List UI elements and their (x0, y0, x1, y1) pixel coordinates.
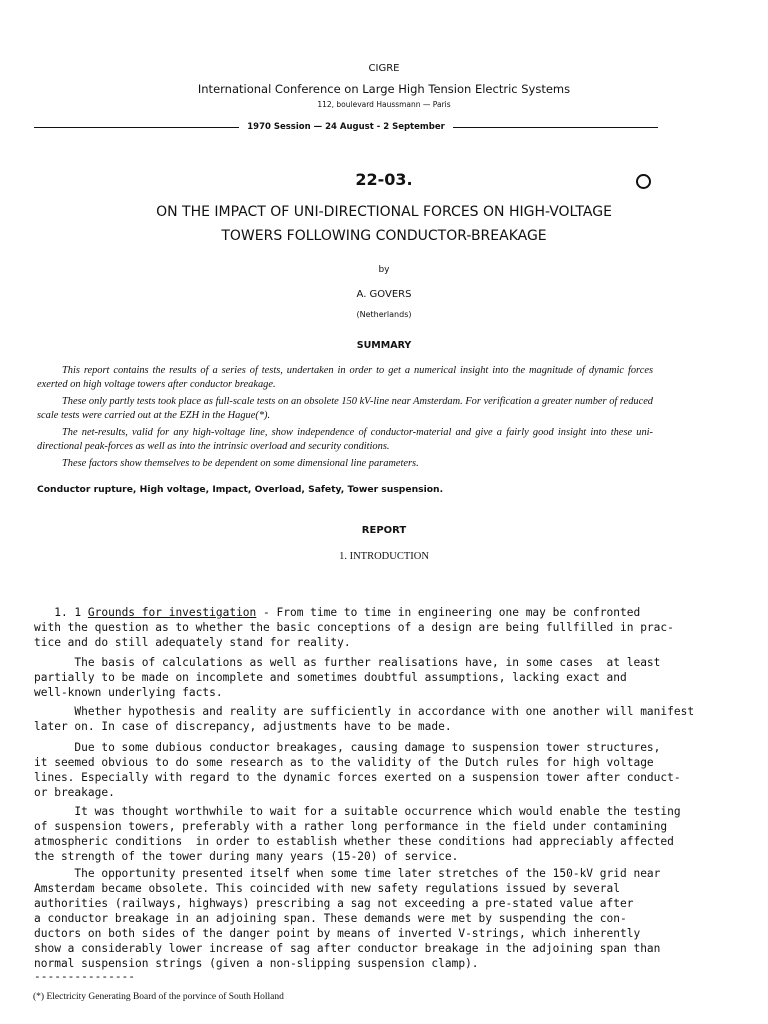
body-paragraph: The basis of calculations as well as further realisations have, in some cases at least partially to be made on incomplete and sometimes doubtful assumptions, lacking exact and well-known underlying facts. (34, 656, 661, 699)
conference-name: International Conference on Large High Tension Electric Systems (197, 82, 571, 96)
session-banner (34, 120, 658, 134)
section-heading: 1. INTRODUCTION (339, 551, 429, 562)
summary-paragraph (37, 457, 653, 471)
body-paragraph: Whether hypothesis and reality are sufficiently in accordance with one another will manifest later on. In case of discrepancy, adjustments have to be made. (34, 705, 695, 733)
footnote: (*) Electricity Generating Board of the porvince of South Holland (33, 992, 284, 1002)
author-name: A. GOVERS (356, 289, 412, 300)
report-heading: REPORT (361, 525, 407, 536)
body-paragraph: Due to some dubious conductor breakages, causing damage to suspension tower structures, it seemed obvious to do some research as to the validity of the Dutch rules for high voltage lines. Especially with regard to the dynamic forces exerted on a suspension tower after conduct- or breakage. (34, 741, 681, 799)
org-name: CIGRE (368, 63, 400, 74)
author-country: (Netherlands) (356, 310, 412, 319)
paper-title-line-2: TOWERS FOLLOWING CONDUCTOR-BREAKAGE (221, 228, 547, 244)
paragraph-text: - From time to time in engineering one may be confronted with the question as to whether the basic conceptions of a design are being fullfilled in prac- tice and do still adequately stand for reality. (34, 606, 674, 649)
body-paragraph: The opportunity presented itself when some time later stretches of the 150-kV grid near Amsterdam became obsolete. This coincided with new safety regulations issued by several authorities (railways, highways) prescribing a sag not exceeding a pre-stated value after a conductor breakage in an adjoining span. These demands were met by suspending the con- ductors on both sides of the danger point by means of inverted V-strings, which inherently show a considerably lower increase of sag after conductor breakage in the adjoining span than normal suspension strings (given a non-slipping suspension clamp). (34, 867, 661, 970)
summary-heading: SUMMARY (356, 340, 412, 351)
paper-title-line-1: ON THE IMPACT OF UNI-DIRECTIONAL FORCES ON HIGH-VOLTAGE (156, 204, 612, 220)
session-rule-left (34, 127, 239, 128)
paragraph-number: 1. 1 (34, 606, 88, 619)
session-dates: 1970 Session — 24 August - 2 September (247, 122, 445, 132)
summary-text: These only partly tests took place as full-scale tests on an obsolete 150 kV-line near Amsterdam. For verification a greater number of reduced scale tests were carried out at the EZH in the Hague(*). (37, 396, 653, 421)
body-paragraph: It was thought worthwhile to wait for a suitable occurrence which would enable the testing of suspension towers, preferably with a rather long performance in the field under contamining atmospheric conditions in order to establish whether these conditions had appreciably affected the strength of the tower during many years (15-20) of service. (34, 805, 681, 863)
summary-text: The net-results, valid for any high-voltage line, show independence of conductor-material and give a fairly good insight into these uni-directional peak-forces as well as into the intrinsic overload and security conditions. (37, 427, 653, 452)
conference-address: 112, boulevard Haussmann — Paris (317, 100, 451, 109)
summary-paragraph (37, 426, 653, 453)
session-rule-right (453, 127, 658, 128)
summary-paragraph (37, 364, 653, 391)
paper-number: 22-03. (355, 170, 413, 189)
body-paragraph (34, 605, 674, 650)
by-label: by (378, 265, 390, 275)
keywords: Conductor rupture, High voltage, Impact, Overload, Safety, Tower suspension. (37, 484, 444, 495)
circle-mark-icon (636, 174, 651, 189)
summary-text: This report contains the results of a series of tests, undertaken in order to get a numerical insight into the magnitude of dynamic forces exerted on high voltage towers after conductor breakage. (37, 365, 653, 390)
summary-paragraph (37, 395, 653, 422)
subsection-title: Grounds for investigation (87, 606, 257, 619)
summary-text: These factors show themselves to be dependent on some dimensional line parameters. (62, 458, 419, 469)
footnote-separator: --------------- (34, 970, 136, 983)
